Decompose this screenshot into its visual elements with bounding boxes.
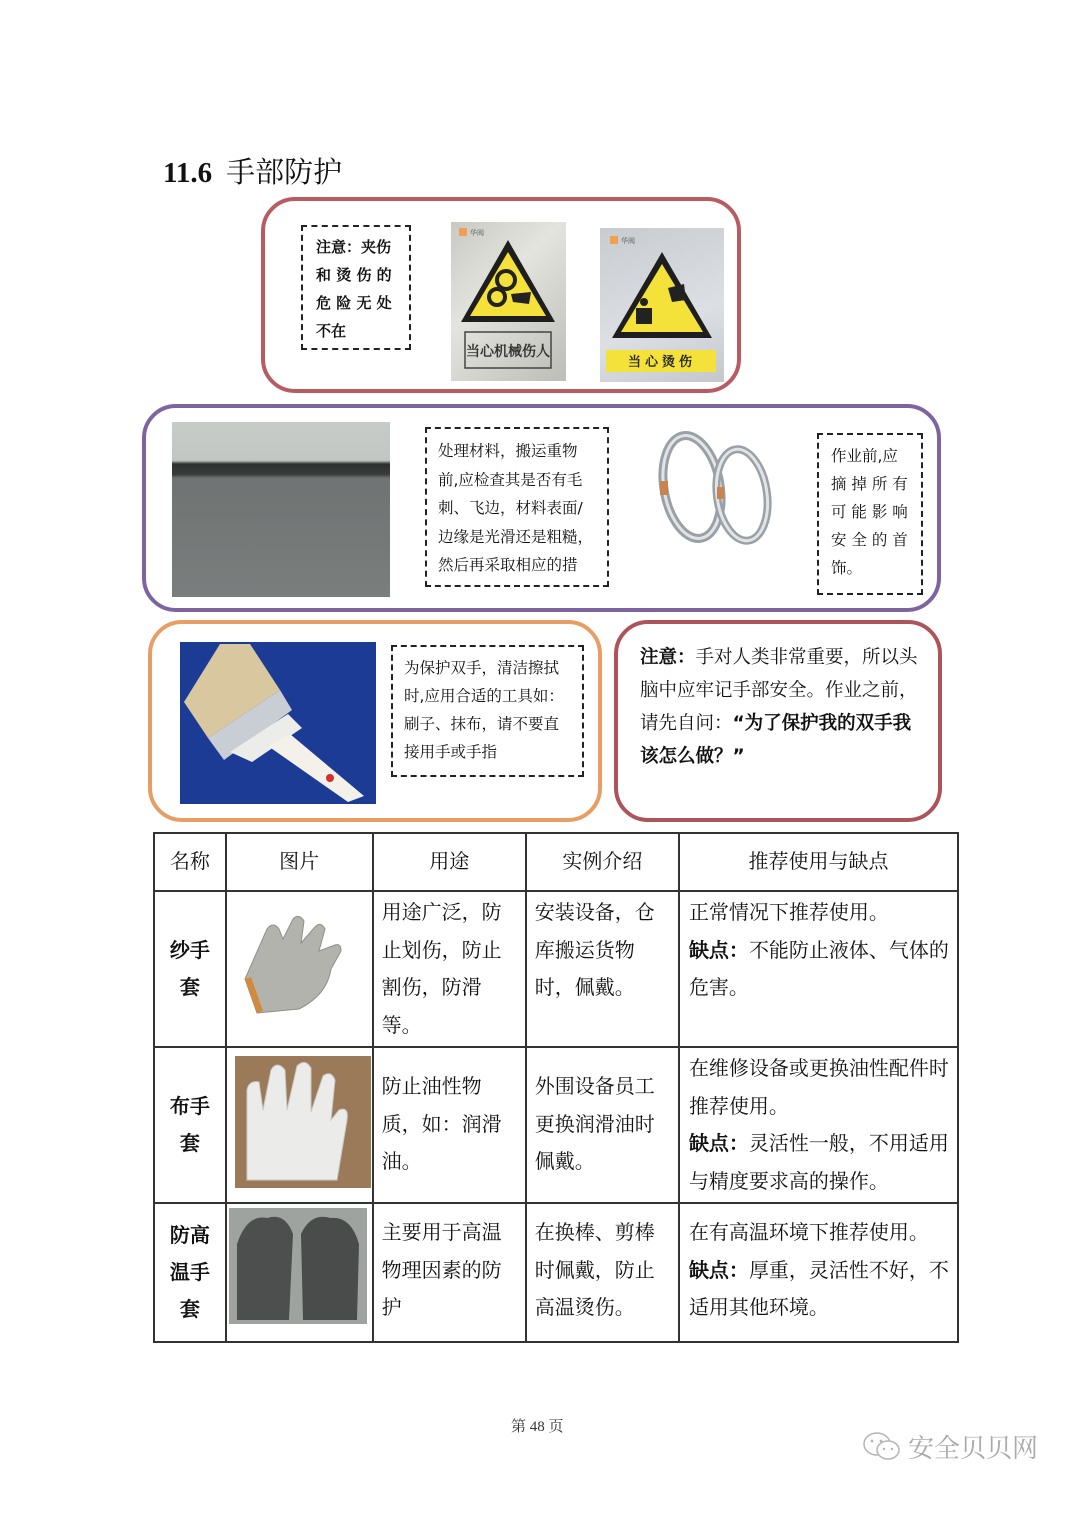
jewelry-note: 作业前,应 摘 掉 所 有 可 能 影 响 安 全 的 首 饰。 (817, 433, 923, 595)
svg-text:当心烫伤: 当心烫伤 (627, 355, 697, 370)
table-row (154, 1047, 958, 1203)
glove-name: 纱手套 (154, 891, 226, 1047)
glove-example: 外围设备员工更换润滑油时佩戴。 (526, 1047, 679, 1203)
glove-name: 布手套 (154, 1047, 226, 1203)
cleaning-tools-note: 为保护双手，清洁擦拭 时,应用合适的工具如： 刷子、抹布，请不要直 接用手或手指 (391, 645, 584, 777)
material-edge-photo (172, 422, 390, 597)
heat-glove-image (226, 1203, 373, 1342)
glove-recommendation: 在有高温环境下推荐使用。 缺点：厚重，灵活性不好，不适用其他环境。 (679, 1203, 958, 1342)
hazard-note: 注意：夹伤 和 烫 伤 的 危 险 无 处 不在 (301, 225, 411, 350)
attention-question: “为了保护我的双手我该怎么做？” (640, 713, 912, 767)
section-number: 11.6 (163, 157, 213, 189)
attention-label: 注意： (640, 647, 696, 668)
watermark (862, 1428, 1038, 1465)
glove-name: 防高温手套 (154, 1203, 226, 1342)
header-example: 实例介绍 (526, 833, 679, 891)
gray-glove-image (226, 891, 373, 1047)
wechat-icon (862, 1430, 902, 1464)
section-heading: 手部防护 (226, 155, 343, 189)
glove-example: 安装设备，仓库搬运货物时，佩戴。 (526, 891, 679, 1047)
paint-brush-photo (180, 642, 376, 804)
glove-use: 用途广泛，防止划伤，防止割伤，防滑等。 (373, 891, 526, 1047)
glove-use: 主要用于高温物理因素的防护 (373, 1203, 526, 1342)
header-recommend: 推荐使用与缺点 (679, 833, 958, 891)
header-use: 用途 (373, 833, 526, 891)
attention-text (640, 641, 922, 773)
glove-example: 在换棒、剪棒时佩戴，防止高温烫伤。 (526, 1203, 679, 1342)
glove-use: 防止油性物质，如：润滑油。 (373, 1047, 526, 1203)
page-number: 第 48 页 (511, 1419, 564, 1435)
burn-hazard-sign-image (600, 228, 724, 382)
table-row (154, 1203, 958, 1342)
table-header-row (154, 833, 958, 891)
section-title (163, 152, 342, 193)
rings-photo (640, 425, 790, 555)
glove-comparison-table (153, 832, 959, 1343)
mechanical-injury-sign-image (451, 222, 566, 381)
header-name: 名称 (154, 833, 226, 891)
svg-text:华阀: 华阀 (621, 237, 635, 245)
svg-text:华阀: 华阀 (470, 229, 484, 237)
table-row (154, 891, 958, 1047)
watermark-text: 安全贝贝网 (908, 1434, 1039, 1464)
glove-recommendation: 正常情况下推荐使用。 缺点：不能防止液体、气体的危害。 (679, 891, 958, 1047)
header-image: 图片 (226, 833, 373, 891)
white-glove-image (226, 1047, 373, 1203)
attention-body: 手对人类非常重要，所以头脑中应牢记手部安全。作业之前，请先自问： (640, 647, 918, 734)
svg-text:当心机械伤人: 当心机械伤人 (466, 344, 550, 360)
glove-recommendation: 在维修设备或更换油性配件时推荐使用。 缺点：灵活性一般，不用适用与精度要求高的操作。 (679, 1047, 958, 1203)
material-check-note: 处理材料，搬运重物 前,应检查其是否有毛 刺、飞边，材料表面/ 边缘是光滑还是粗糙， 然后再采取相应的措 (425, 427, 609, 587)
